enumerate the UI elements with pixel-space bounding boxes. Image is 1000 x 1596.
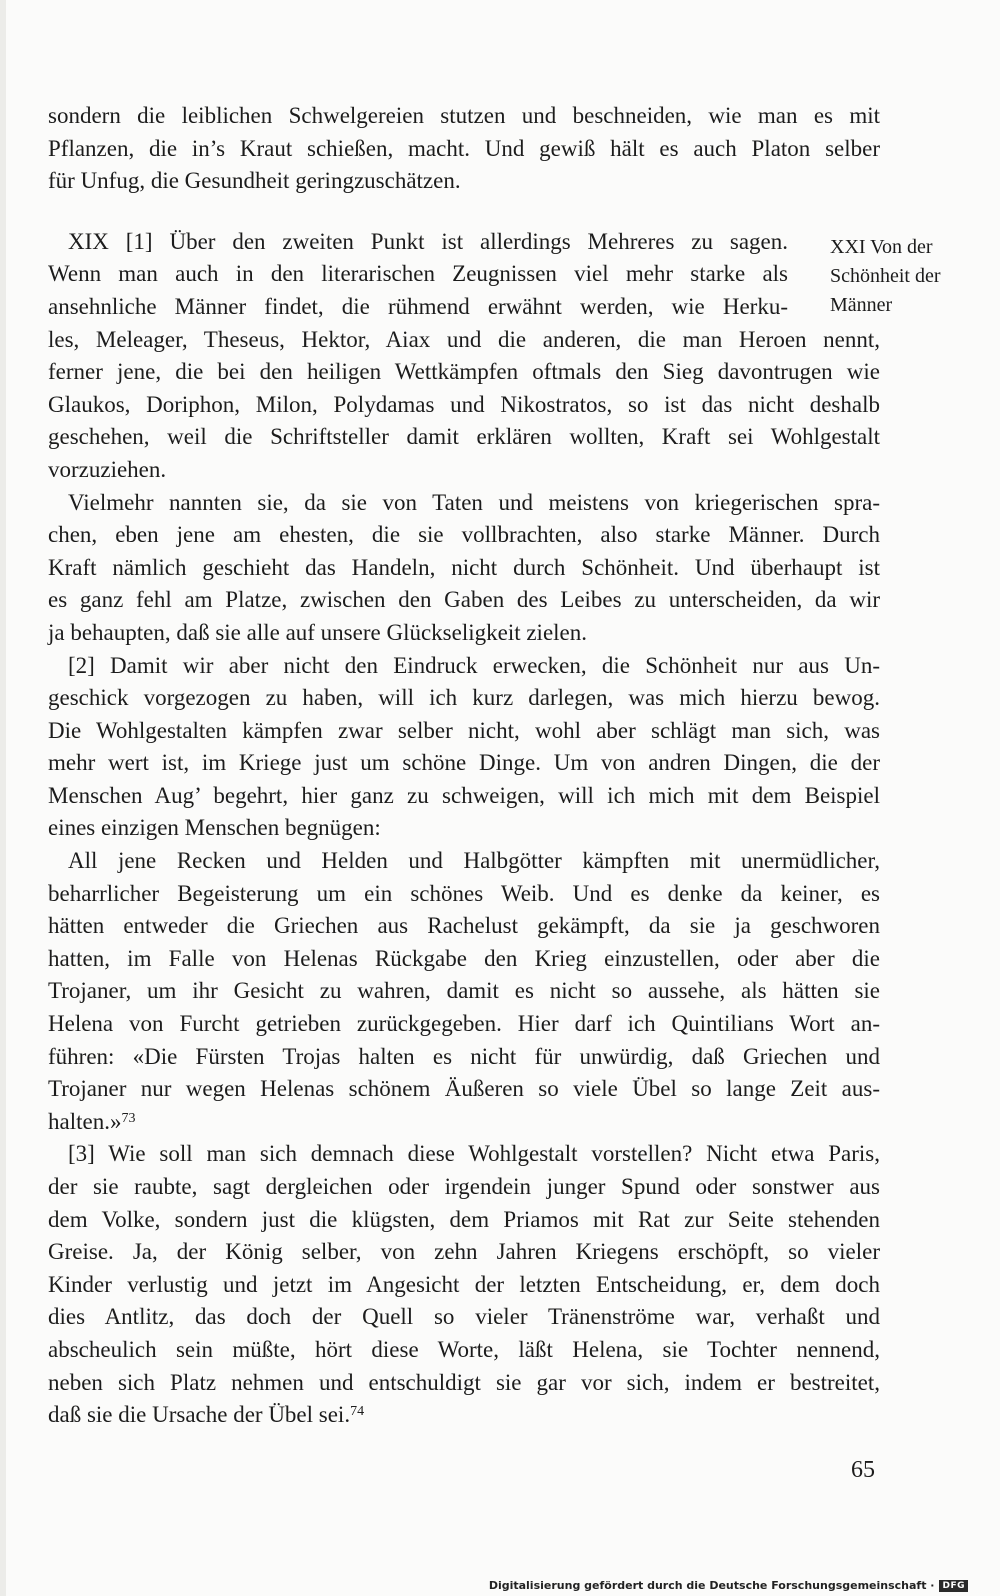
text-line — [48, 1106, 880, 1139]
text-line: Kinder verlustig und jetzt im Angesicht der letzten Entscheidung, er, dem doch — [48, 1271, 880, 1297]
margin-note-line: Männer — [830, 294, 893, 316]
text-line: abscheulich sein müßte, hört diese Worte, läßt Helena, sie Tochter nennend, — [48, 1336, 880, 1362]
text-line: mehr wert ist, im Kriege just um schöne Dinge. Um von andren Dingen, die der — [48, 750, 880, 776]
text-line-content: halten.» — [48, 1108, 122, 1134]
text-line: Menschen Aug’ begehrt, hier ganz zu schweigen, will ich mich mit dem Beispiel — [48, 782, 880, 808]
text-line: führen: «Die Fürsten Trojas halten es nicht für unwürdig, daß Griechen und — [48, 1043, 880, 1069]
text-line: [2] Damit wir aber nicht den Eindruck erwecken, die Schönheit nur aus Un- — [68, 652, 880, 678]
text-line: XIX [1] Über den zweiten Punkt ist allerdings Mehreres zu sagen. — [68, 228, 788, 254]
text-line: geschehen, weil die Schriftsteller damit erklären wollten, Kraft sei Wohlgestalt — [48, 424, 880, 450]
footer-text: Digitalisierung gefördert durch die Deutsche Forschungsgemeinschaft · — [488, 1579, 935, 1592]
text-line: eines einzigen Menschen begnügen: — [48, 815, 381, 841]
paragraph-gap — [48, 198, 880, 226]
text-line: Glaukos, Doriphon, Milon, Polydamas und Nikostratos, so ist das nicht deshalb — [48, 391, 880, 417]
text-line: dem Volke, sondern just die klügsten, dem Priamos mit Rat zur Seite stehenden — [48, 1206, 880, 1232]
footnote-ref-73: 73 — [121, 1110, 136, 1126]
text-line-content: daß sie die Ursache der Übel sei. — [48, 1402, 351, 1428]
main-text — [48, 100, 880, 1432]
text-line: Greise. Ja, der König selber, von zehn Jahren Kriegens erschöpft, so vieler — [48, 1239, 880, 1265]
margin-note — [830, 233, 990, 320]
text-line: ferner jene, die bei den heiligen Wettkämpfen oftmals den Sieg davontrugen wie — [48, 359, 880, 385]
text-line: les, Meleager, Theseus, Hektor, Aiax und die anderen, die man Heroen nennt, — [48, 326, 880, 352]
text-line — [48, 1399, 880, 1432]
margin-note-line: Schönheit der — [830, 265, 941, 287]
text-line: dies Antlitz, das doch der Quell so vieler Tränenströme war, verhaßt und — [48, 1304, 880, 1330]
page-edge — [0, 0, 6, 1596]
text-line: es ganz fehl am Platze, zwischen den Gaben des Leibes zu unterscheiden, da wir — [48, 587, 880, 613]
text-line: Vielmehr nannten sie, da sie von Taten und meistens von kriegerischen spra- — [68, 489, 880, 515]
text-line: chen, eben jene am ehesten, die sie vollbrachten, also starke Männer. Durch — [48, 522, 880, 548]
text-line: Pflanzen, die in’s Kraut schießen, macht. Und gewiß hält es auch Platon selber — [48, 135, 880, 161]
text-line: [3] Wie soll man sich demnach diese Wohlgestalt vorstellen? Nicht etwa Paris, — [68, 1141, 880, 1167]
text-line: hatten, im Falle von Helenas Rückgabe den Krieg einzustellen, oder aber die — [48, 945, 880, 971]
text-line: ja behaupten, daß sie alle auf unsere Glückseligkeit zielen. — [48, 619, 588, 645]
text-line: Die Wohlgestalten kämpfen zwar selber nicht, wohl aber schlägt man sich, was — [48, 717, 880, 743]
text-line: Kraft nämlich geschieht das Handeln, nicht durch Schönheit. Und überhaupt ist — [48, 554, 880, 580]
text-line: Trojaner nur wegen Helenas schönem Äußeren so viele Übel so lange Zeit aus- — [48, 1076, 880, 1102]
text-line: ansehnliche Männer findet, die rühmend erwähnt werden, wie Herku- — [48, 293, 788, 319]
text-line: Wenn man auch in den literarischen Zeugnissen viel mehr starke als — [48, 261, 788, 287]
text-line: Helena von Furcht getrieben zurückgegeben. Hier darf ich Quintilians Wort an- — [48, 1011, 880, 1037]
text-line: geschick vorgezogen zu haben, will ich kurz darlegen, was mich hierzu bewog. — [48, 685, 880, 711]
text-line: vorzuziehen. — [48, 456, 167, 482]
margin-note-line: XXI Von der — [830, 236, 933, 258]
footnote-ref-74: 74 — [350, 1404, 365, 1420]
text-line: für Unfug, die Gesundheit geringzuschätzen. — [48, 168, 461, 194]
text-line: beharrlicher Begeisterung um ein schönes Weib. Und es denke da keiner, es — [48, 880, 880, 906]
dfg-logo: DFG — [939, 1580, 968, 1592]
digitization-footer — [489, 1579, 968, 1592]
text-line: sondern die leiblichen Schwelgereien stutzen und beschneiden, wie man es mit — [48, 103, 880, 128]
page-number: 65 — [851, 1457, 875, 1483]
text-line: neben sich Platz nehmen und entschuldigt sie gar vor sich, indem er bestreitet, — [48, 1369, 880, 1395]
text-line: der sie raubte, sagt dergleichen oder irgendein junger Spund oder sonstwer aus — [48, 1174, 880, 1199]
text-line: Trojaner, um ihr Gesicht zu wahren, damit es nicht so aussehe, als hätten sie — [48, 978, 880, 1004]
text-line: hätten entweder die Griechen aus Rachelust gekämpft, da sie ja geschworen — [48, 913, 880, 939]
text-line: All jene Recken und Helden und Halbgötter kämpften mit unermüdlicher, — [68, 848, 880, 874]
